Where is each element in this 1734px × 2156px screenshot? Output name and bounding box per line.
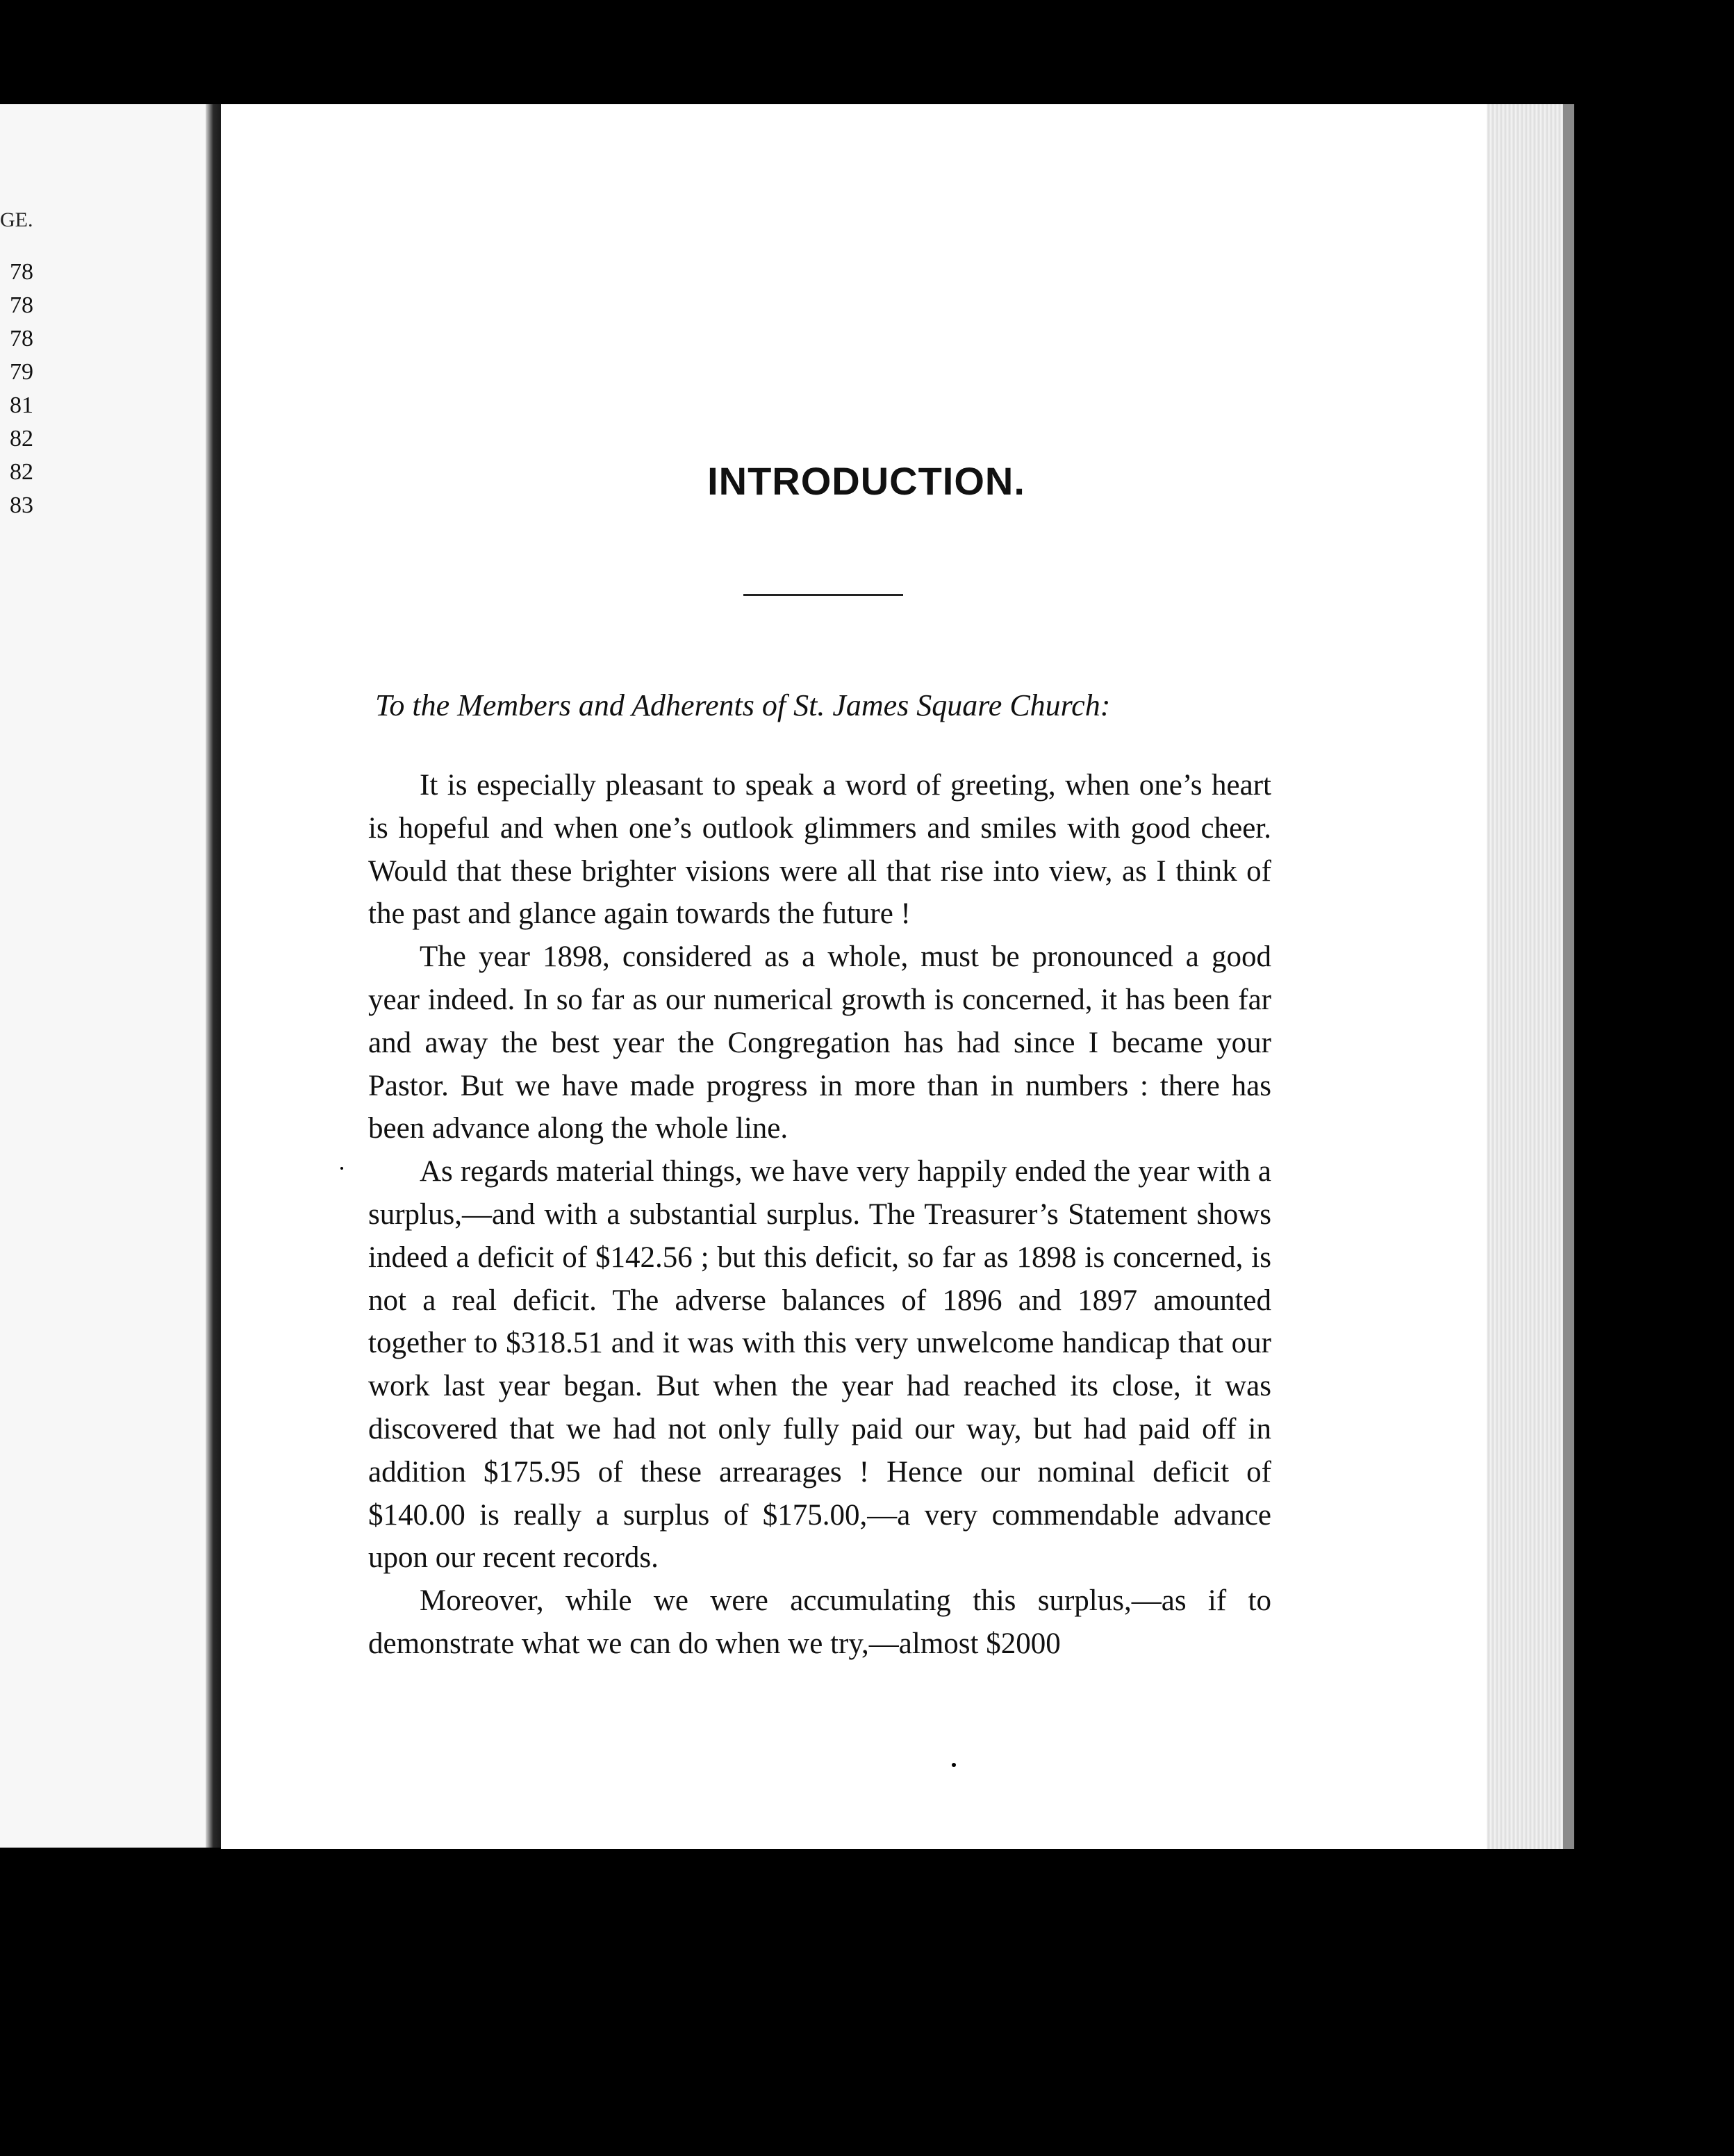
title-rule xyxy=(743,594,903,596)
page-number: 82 xyxy=(10,459,33,485)
page-number: 78 xyxy=(10,292,33,318)
paragraph: The year 1898, considered as a whole, must be pronounced a good year indeed. In so far as our numerical growth is concerned, it has been far and away the best year the Congregation has had since I became your Pastor. But we have made progress in more than in numbers : there has been advance along the whole line. xyxy=(368,940,1271,1145)
page-edges xyxy=(1487,104,1570,1849)
page-number: 83 xyxy=(10,492,33,518)
page-number: 78 xyxy=(10,259,33,285)
paragraph: It is especially pleasant to speak a word of greeting, when one’s heart is hopeful and when one’s outlook glimmers and smiles with good cheer. Would that these brighter visions were all that rise into view, as I think of the past and glance again towards the future ! xyxy=(368,769,1271,931)
page-edge-shadow xyxy=(1563,104,1574,1849)
scan-speck xyxy=(952,1763,956,1767)
facing-page-header: GE. xyxy=(0,208,33,231)
paragraph: Moreover, while we were accumulating this surplus,—as if to demonstrate what we can do when we try,—almost $2000 xyxy=(368,1584,1271,1660)
paragraph: As regards material things, we have very happily ended the year with a surplus,—and with a substantial surplus. The Treasurer’s Statement shows indeed a deficit of $142.56 ; but this deficit, so far as 1898 is concerned, is not a real deficit. The adverse balances of 1896 and 1897 amounted together to $318.51 and it was with this very unwelcome handicap that our work last year began. But when the year had reached its close, it was discovered that we had not only fully paid our way, but had paid off in addition $175.95 of these arrearages ! Hence our nominal deficit of $140.00 is really a surplus of $175.00,—a very commendable advance upon our recent records. xyxy=(368,1155,1271,1575)
page-number: 82 xyxy=(10,426,33,451)
body-text xyxy=(368,764,1271,1666)
scan-speck xyxy=(340,1167,343,1170)
page-title: INTRODUCTION. xyxy=(707,459,1025,503)
book-gutter xyxy=(206,104,221,1848)
page-number: 79 xyxy=(10,359,33,385)
page-number: 81 xyxy=(10,392,33,418)
page-number: 78 xyxy=(10,326,33,351)
salutation: To the Members and Adherents of St. James Square Church: xyxy=(375,688,1111,722)
